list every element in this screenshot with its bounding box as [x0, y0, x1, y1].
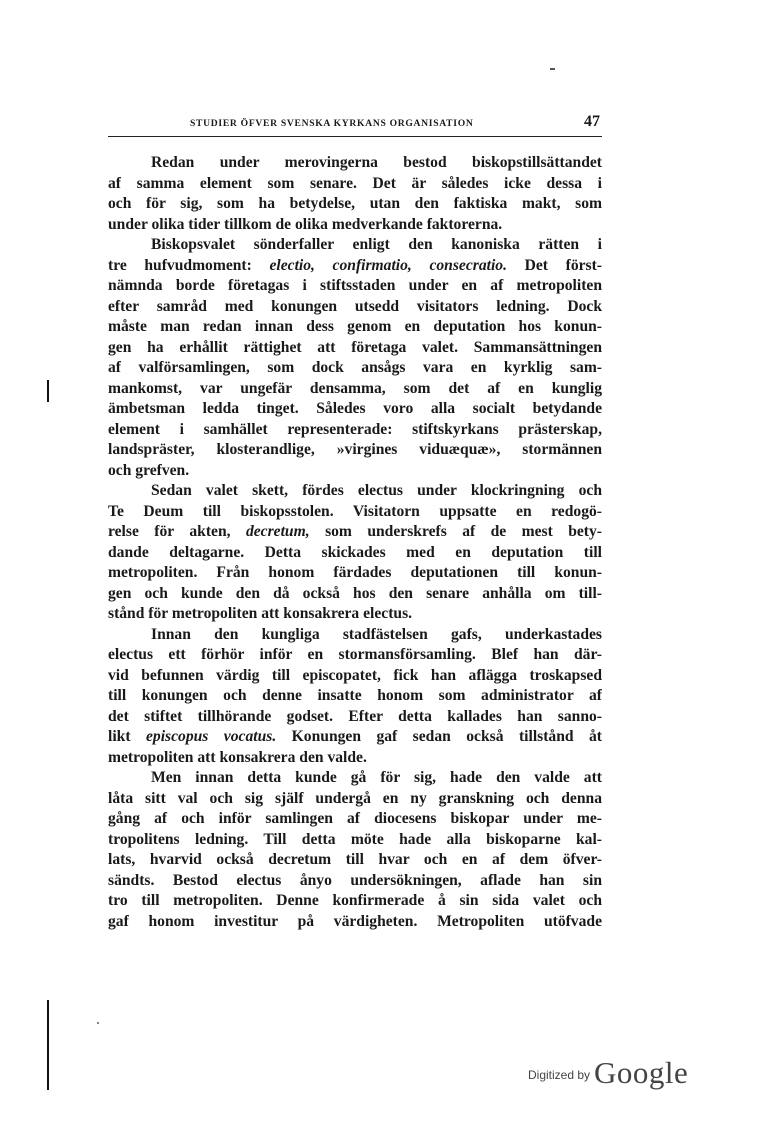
text-run: likt [108, 728, 131, 745]
text-line: Innan den kungliga stadfästelsen gafs, underkastades [151, 625, 602, 643]
italic-term: decretum, [245, 523, 310, 540]
margin-mark [47, 380, 49, 402]
google-logo: Google [594, 1055, 689, 1090]
text-line: stånd för metropoliten att konsakrera electus. [108, 605, 413, 622]
text-line [108, 727, 602, 748]
text-line: måste man redan innan dess genom en deputation hos konun- [108, 318, 602, 335]
text-line [108, 522, 602, 543]
text-line: dande deltagarne. Detta skickades med en deputation till [108, 543, 602, 561]
text-line: electus ett förhör inför en stormansförsamling. Blef han där- [108, 646, 602, 663]
text-line: Men innan detta kunde gå för sig, hade den valde att [151, 769, 602, 786]
text-line: landspräster, klosterandlige, »virgines viduæquæ», stormännen [108, 441, 602, 458]
text-line: metropoliten. Från honom färdades deputationen till konun- [108, 564, 602, 581]
text-line: Te Deum till biskopsstolen. Visitatorn uppsatte en redogö- [108, 502, 602, 520]
watermark-caption: Digitized by [528, 1068, 591, 1082]
text-line: och för sig, som ha betydelse, utan den faktiska makt, som [108, 195, 602, 212]
text-line [108, 256, 602, 277]
text-line: gen ha erhållit rättighet att företaga valet. Sammansättningen [108, 338, 602, 356]
text-line: Sedan valet skett, fördes electus under klockringning och [151, 482, 602, 499]
body-text [108, 153, 602, 932]
text-run: relse för akten, [108, 523, 231, 540]
text-line: tropolitens ledning. Till detta möte hade alla biskoparne kal- [108, 830, 602, 848]
text-line: nämnda borde företagas i stiftsstaden under en af metropoliten [108, 277, 602, 294]
text-line: vid befunnen värdig till episcopatet, fick han aflägga troskapsed [108, 666, 602, 684]
text-line: mankomst, var ungefär densamma, som det af en kunglig [108, 379, 602, 397]
text-line: Biskopsvalet sönderfaller enligt den kanoniska rätten i [151, 236, 602, 253]
running-head: STUDIER ÖFVER SVENSKA KYRKANS ORGANISATION [190, 118, 474, 129]
text-run: som underskrefs af de mest bety- [325, 523, 602, 540]
text-line: under olika tider tillkom de olika medverkande faktorerna. [108, 215, 503, 233]
digitization-watermark [528, 1055, 688, 1091]
scan-speck [97, 1022, 99, 1024]
text-line: gång af och inför samlingen af diocesens biskopar under me- [108, 810, 602, 827]
text-line: gen och kunde den då också hos den senare anhålla om till- [108, 584, 602, 602]
text-run: Det först- [524, 256, 602, 274]
text-line: Redan under merovingerna bestod biskopstillsättandet [151, 154, 602, 171]
page-number: 47 [584, 113, 600, 130]
text-line: gaf honom investitur på värdigheten. Metropoliten utöfvade [108, 912, 602, 930]
text-line: efter samråd med konungen utsedd visitators ledning. Dock [108, 297, 602, 315]
text-line: tro till metropoliten. Denne konfirmerade å sin sida valet och [108, 892, 602, 909]
text-line: till konungen och denne insatte honom som administrator af [108, 687, 602, 704]
text-line: af samma element som senare. Det är således icke dessa i [108, 174, 602, 192]
text-line: låta sitt val och sig själf undergå en ny granskning och denna [108, 789, 602, 807]
text-line: metropoliten att konsakrera den valde. [108, 748, 367, 766]
text-line: sändts. Bestod electus ånyo undersökningen, aflade han sin [108, 871, 602, 889]
text-line: element i samhället representerade: stiftskyrkans prästerskap, [108, 420, 602, 438]
text-run: Konungen gaf sedan också tillstånd åt [291, 728, 602, 745]
text-line: af valförsamlingen, som dock ansågs vara en kyrklig sam- [108, 359, 602, 376]
margin-mark [47, 1000, 49, 1090]
scan-speck [550, 68, 555, 70]
page-header [108, 114, 602, 137]
text-line: det stiftet tillhörande godset. Efter detta kallades han sanno- [108, 707, 602, 725]
text-run: tre hufvudmoment: [108, 256, 252, 274]
text-line: lats, hvarvid också decretum till hvar och en af dem öfver- [108, 851, 602, 868]
italic-terms: electio, confirmatio, consecratio. [269, 256, 507, 274]
text-line: ämbetsman ledda tinget. Således voro alla socialt betydande [108, 400, 602, 417]
text-line: och grefven. [108, 461, 190, 479]
italic-term: episcopus vocatus. [145, 728, 277, 745]
